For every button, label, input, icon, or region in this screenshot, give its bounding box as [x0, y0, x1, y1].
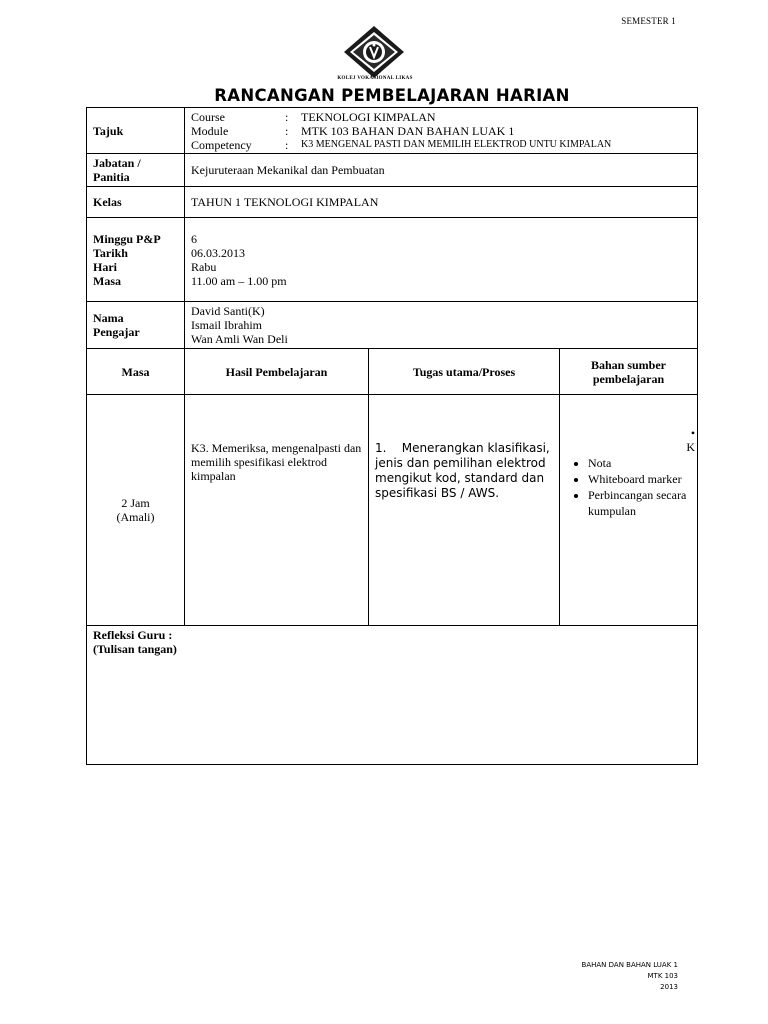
col-header-hasil: Hasil Pembelajaran — [185, 349, 369, 395]
col-header-bahan: Bahan sumber pembelajaran — [560, 349, 698, 395]
competency-key: Competency — [191, 138, 252, 152]
list-item: • Nota — [588, 455, 697, 471]
pengajar-label: Nama Pengajar — [87, 302, 185, 349]
competency-value: K3 MENGENAL PASTI DAN MEMILIH ELEKTROD UNTU KIMPALAN — [301, 139, 612, 150]
row-jadual — [87, 218, 698, 302]
semester-label: SEMESTER 1 — [621, 16, 676, 26]
jabatan-value: Kejuruteraan Mekanikal dan Pembuatan — [185, 154, 698, 187]
footer-module: BAHAN DAN BAHAN LUAK 1 — [581, 961, 678, 969]
jabatan-label: Jabatan / Panitia — [87, 154, 185, 187]
footer-code: MTK 103 — [647, 972, 678, 980]
row-column-headers — [87, 349, 698, 395]
logo-caption: KOLEJ VOKASIONAL LIKAS — [337, 76, 413, 81]
refleksi-note: (Tulisan tangan) — [93, 642, 177, 656]
col-header-masa: Masa — [87, 349, 185, 395]
kelas-label: Kelas — [87, 187, 185, 218]
kelas-value: TAHUN 1 TEKNOLOGI KIMPALAN — [185, 187, 698, 218]
overflow-bullet: • K — [686, 426, 696, 454]
lesson-plan-table — [86, 107, 698, 765]
refleksi-label: Refleksi Guru : — [93, 628, 173, 642]
module-value: MTK 103 BAHAN DAN BAHAN LUAK 1 — [301, 124, 515, 138]
row-kelas — [87, 187, 698, 218]
row-jabatan — [87, 154, 698, 187]
page-title: RANCANGAN PEMBELAJARAN HARIAN — [214, 86, 570, 105]
course-line: Course : TEKNOLOGI KIMPALAN — [191, 110, 436, 124]
tarikh-value: 06.03.2013 — [191, 245, 245, 260]
bahan-list — [560, 455, 697, 519]
tugas-text: Menerangkan klasifikasi, jenis dan pemilihan elektrod mengikut kod, standard dan spesifikasi BS / AWS. — [375, 441, 550, 500]
refleksi-cell — [87, 626, 698, 765]
competency-line: Competency : K3 MENGENAL PASTI DAN MEMILIH ELEKTROD UNTU KIMPALAN — [191, 138, 612, 152]
row-content — [87, 395, 698, 626]
row-tajuk — [87, 108, 698, 154]
module-key: Module — [191, 124, 229, 138]
tajuk-label: Tajuk — [87, 108, 185, 154]
course-key: Course — [191, 110, 225, 124]
pengajar-name: David Santi(K) — [191, 304, 265, 318]
jadual-values — [185, 218, 698, 302]
pengajar-name: Wan Amli Wan Deli — [191, 332, 288, 346]
tugas-number: 1. — [375, 441, 387, 455]
course-value: TEKNOLOGI KIMPALAN — [301, 110, 436, 124]
row-refleksi — [87, 626, 698, 765]
tajuk-value — [185, 108, 698, 154]
list-item: • Perbincangan secara kumpulan — [588, 487, 697, 519]
content-masa: 2 Jam (Amali) — [87, 395, 185, 626]
content-tugas — [369, 395, 560, 626]
col-header-tugas: Tugas utama/Proses — [369, 349, 560, 395]
pengajar-names — [185, 302, 698, 349]
hari-value: Rabu — [191, 259, 217, 274]
content-bahan — [560, 395, 698, 626]
pengajar-name: Ismail Ibrahim — [191, 318, 262, 332]
module-line: Module : MTK 103 BAHAN DAN BAHAN LUAK 1 — [191, 124, 515, 138]
content-hasil: K3. Memeriksa, mengenalpasti dan memilih spesifikasi elektrod kimpalan — [185, 395, 369, 626]
college-logo-icon — [343, 25, 405, 79]
footer-year: 2013 — [660, 983, 678, 991]
minggu-value: 6 — [191, 231, 197, 246]
list-item: • Whiteboard marker — [588, 471, 697, 487]
jadual-labels: Minggu P&P Tarikh Hari Masa — [87, 218, 185, 302]
row-pengajar — [87, 302, 698, 349]
masa-value: 11.00 am – 1.00 pm — [191, 273, 287, 288]
